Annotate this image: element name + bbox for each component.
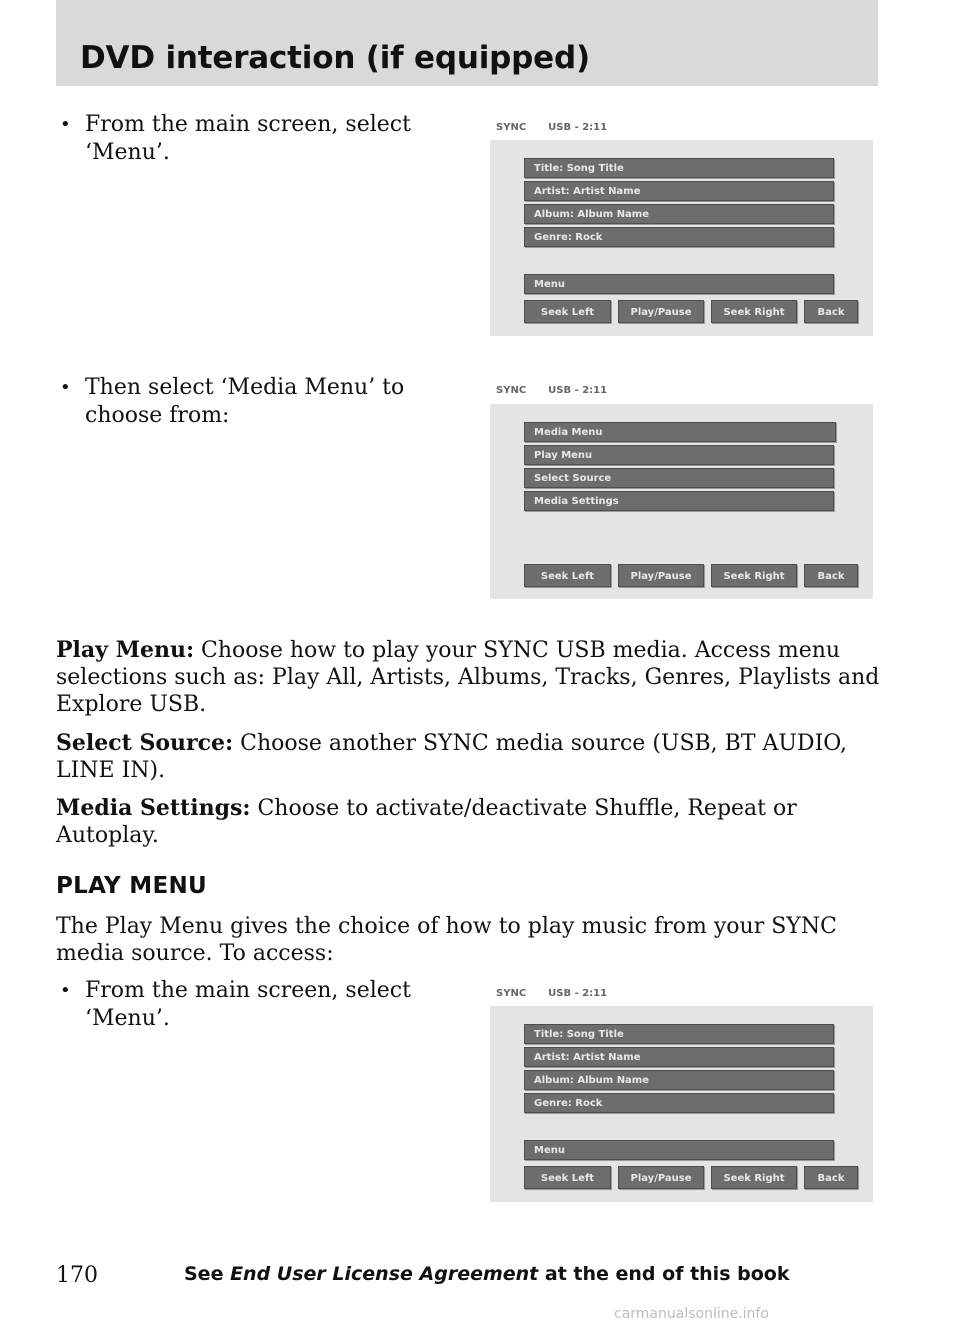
- section-intro: The Play Menu gives the choice of how to play music from your SYNC media source. To access:: [56, 914, 837, 966]
- play-pause-button[interactable]: Play/Pause: [618, 300, 704, 323]
- footer-note: [184, 1263, 789, 1285]
- watermark: carmanualsonline.info: [614, 1306, 769, 1322]
- definition-select-source: [56, 730, 886, 784]
- seek-left-button[interactable]: Seek Left: [524, 1166, 611, 1189]
- select-source-item[interactable]: Select Source: [524, 468, 834, 488]
- bullet-item: [60, 374, 440, 430]
- seek-right-button[interactable]: Seek Right: [711, 1166, 797, 1189]
- seek-left-button[interactable]: Seek Left: [524, 564, 611, 587]
- title-row: Title: Song Title: [524, 1024, 834, 1044]
- play-pause-button[interactable]: Play/Pause: [618, 564, 704, 587]
- bullet-item: [60, 977, 440, 1033]
- play-menu-item[interactable]: Play Menu: [524, 445, 834, 465]
- menu-button[interactable]: Menu: [524, 1140, 834, 1160]
- bullet-text: From the main screen, select ‘Menu’.: [85, 112, 411, 165]
- back-button[interactable]: Back: [804, 564, 858, 587]
- play-pause-button[interactable]: Play/Pause: [618, 1166, 704, 1189]
- bullet-text: Then select ‘Media Menu’ to choose from:: [85, 375, 405, 428]
- screen-panel: [490, 404, 873, 599]
- sync-screen-main: [490, 122, 875, 352]
- definition-term: Media Settings:: [56, 795, 251, 821]
- status-bar: [496, 385, 629, 401]
- back-button[interactable]: Back: [804, 1166, 858, 1189]
- screen-panel: [490, 140, 873, 336]
- status-source: USB - 2:11: [548, 385, 608, 396]
- seek-left-button[interactable]: Seek Left: [524, 300, 611, 323]
- album-row: Album: Album Name: [524, 204, 834, 224]
- media-menu-item[interactable]: Media Menu: [524, 422, 836, 442]
- sync-screen-main: [490, 988, 875, 1218]
- status-bar: [496, 988, 629, 1004]
- definition-text: Choose to activate/deactivate Shuffle, Repeat or Autoplay.: [56, 796, 797, 848]
- page-number: 170: [56, 1263, 98, 1288]
- footer-see: See: [184, 1263, 231, 1285]
- definition-term: Select Source:: [56, 730, 234, 756]
- definition-text: Choose another SYNC media source (USB, BT AUDIO, LINE IN).: [56, 731, 847, 783]
- screen-panel: [490, 1006, 873, 1202]
- genre-row: Genre: Rock: [524, 1093, 834, 1113]
- sync-screen-menu: [490, 385, 875, 615]
- status-sync: SYNC: [496, 385, 527, 396]
- title-row: Title: Song Title: [524, 158, 834, 178]
- media-settings-item[interactable]: Media Settings: [524, 491, 834, 511]
- definition-term: Play Menu:: [56, 637, 195, 663]
- album-row: Album: Album Name: [524, 1070, 834, 1090]
- section-heading: PLAY MENU: [56, 873, 207, 899]
- menu-button[interactable]: Menu: [524, 274, 834, 294]
- definition-play-menu: [56, 637, 886, 718]
- status-source: USB - 2:11: [548, 988, 608, 999]
- seek-right-button[interactable]: Seek Right: [711, 300, 797, 323]
- bullet-item: [60, 111, 440, 167]
- artist-row: Artist: Artist Name: [524, 181, 834, 201]
- footer-rest: at the end of this book: [538, 1263, 790, 1285]
- definition-text: Choose how to play your SYNC USB media. Access menu selections such as: Play All, Artists, Albums, Tracks, Genres, Playlists and Explore USB.: [56, 638, 880, 717]
- footer-agreement: End User License Agreement: [230, 1263, 539, 1285]
- bullet-text: From the main screen, select ‘Menu’.: [85, 978, 411, 1031]
- bullet-marker: •: [60, 980, 71, 1001]
- status-bar: [496, 122, 629, 138]
- page-header: [56, 0, 878, 86]
- bullet-marker: •: [60, 377, 71, 398]
- status-source: USB - 2:11: [548, 122, 608, 133]
- seek-right-button[interactable]: Seek Right: [711, 564, 797, 587]
- status-sync: SYNC: [496, 988, 527, 999]
- genre-row: Genre: Rock: [524, 227, 834, 247]
- definition-media-settings: [56, 795, 886, 849]
- back-button[interactable]: Back: [804, 300, 858, 323]
- bullet-marker: •: [60, 114, 71, 135]
- artist-row: Artist: Artist Name: [524, 1047, 834, 1067]
- status-sync: SYNC: [496, 122, 527, 133]
- page-title: DVD interaction (if equipped): [80, 40, 590, 76]
